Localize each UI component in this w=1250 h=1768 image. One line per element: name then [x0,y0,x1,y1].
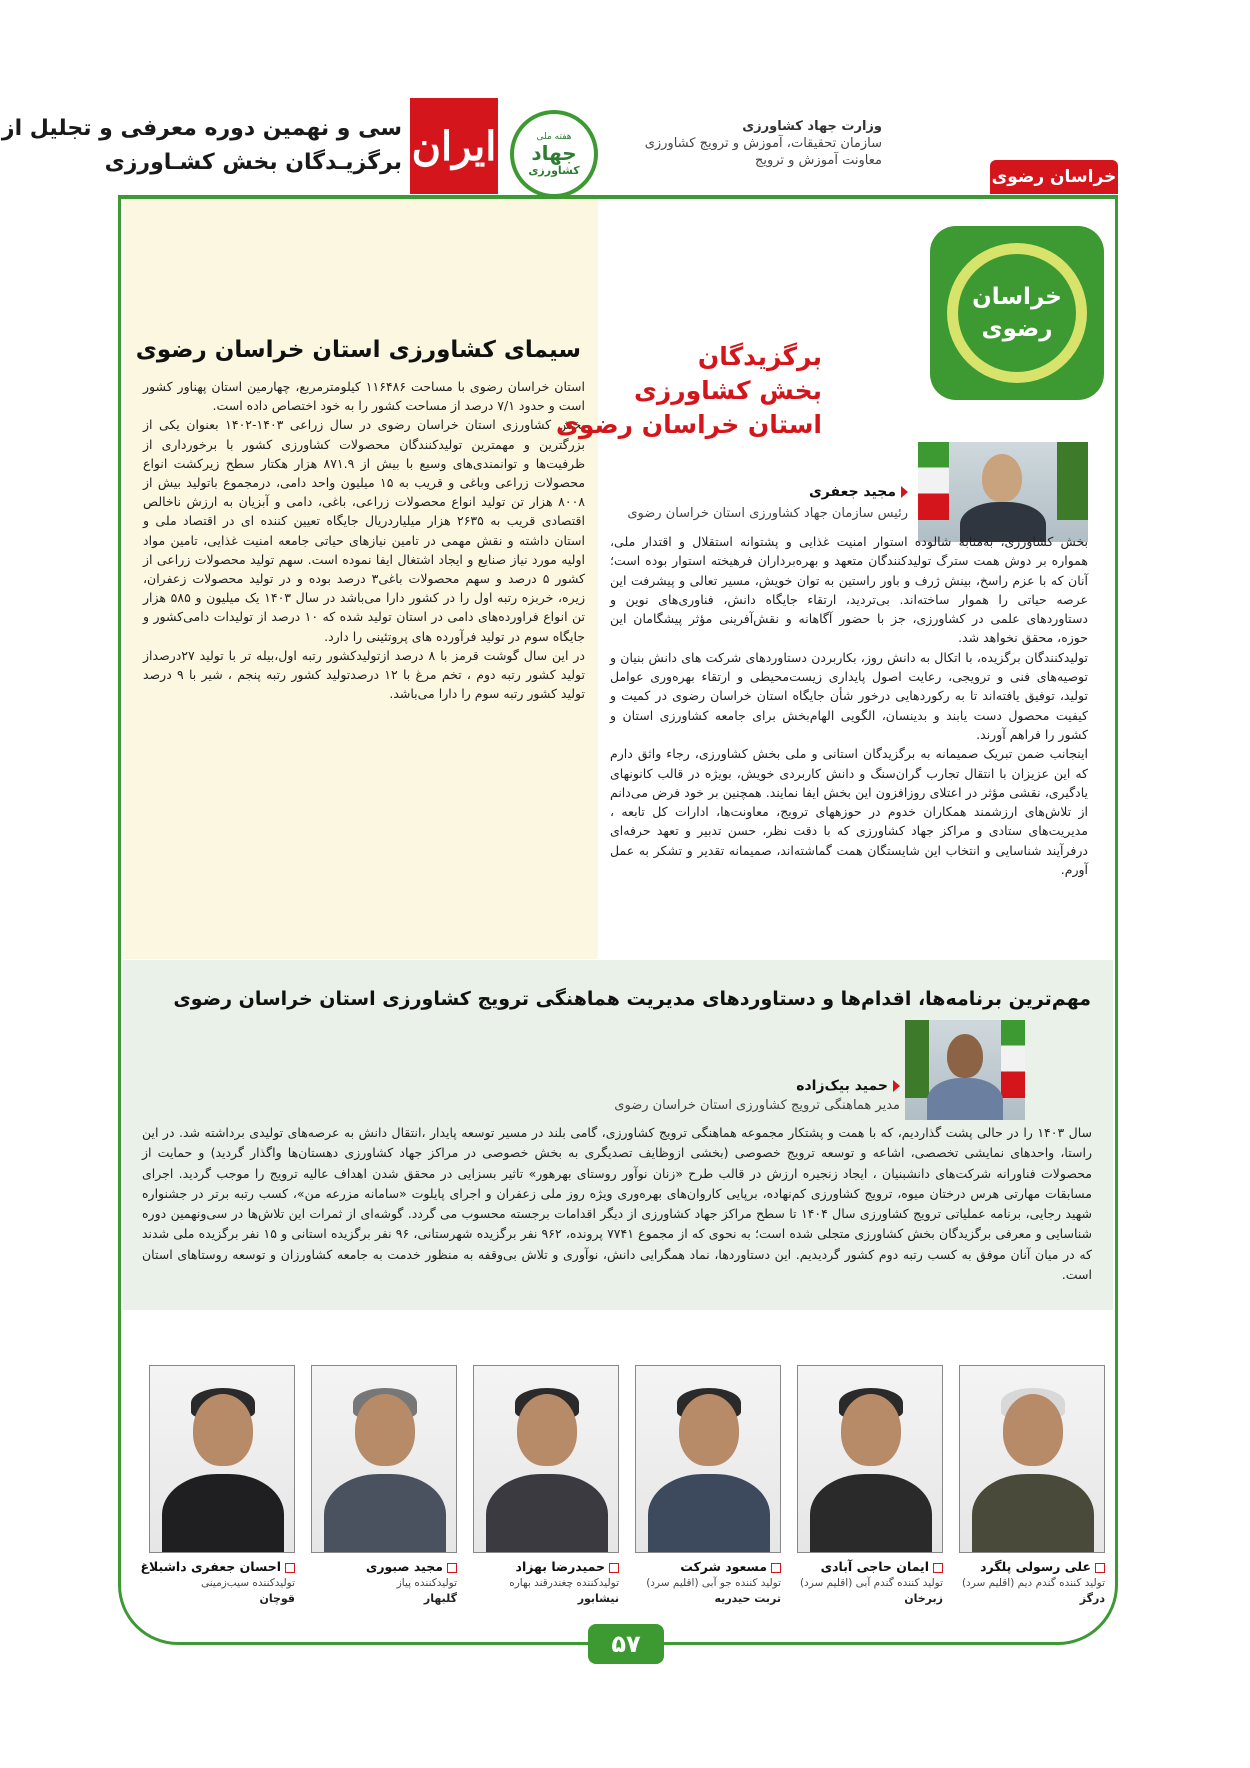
badge-line: خراسان [972,284,1062,310]
profile-paragraph: بخش کشاورزی استان خراسان رضوی در سال زراعی ۱۴۰۳-۱۴۰۲ بعنوان یکی از بزرگترین و مهمترین تولیدکنندگان محصولات کشاورزی کشور با برخورداری از ظرفیت‌ها و توانمندی‌های وسیع با بیش از ۸۷۱.۹ هزار هکتار سطح زیرکشت انواع محصولات زراعی وباغی و قریب به ۱۵ میلیون واحد دامی، درمجموع باتولید بیش از ۸۰۰۸ هزار تن تولید انواع محصولات زراعی، باغی، دامی و آبزیان به ارزش ناخالص اقتصادی قریب به ۲۶۳۵ هزار میلیارد‌ریال جایگاه تعیین کننده ای در اقتصاد ملی و استان داشته و نقش مهمی در تامین نیازهای حیاتی جامعه امنیت غذایی، تامین مواد اولیه مورد نیاز صنایع و ایجاد اشتغال ایفا نموده است. سهم تولید محصولات زراعی از کشور ۵ درصد و سهم محصولات باغی۳ درصد بوده و در تولید محصولات زعفران، زیره، خربزه رتبه اول را در کشور دارا می‌باشد در سال ۱۴۰۳ یک میلیون و ۵۸۵ هزار تن انواع فراورده‌های دامی در استان تولید شده که ۱۰ درصد از تولیدات دامی‌کشور و جایگاه سوم در تولید فرآورده های پروتئینی را دارد. [143,417,586,644]
message-paragraph: بخش کشاورزی، به‌مثابه شالوده استوار امنیت غذایی و پشتوانه استقلال و اقتدار ملی، همواره بر دوش همت سترگ تولیدکنندگان متعهد و بهره‌برداران فرهیخته استوار بوده است؛ آنان که با عزم راسخ، بینش ژرف و باور راستین به توان خویش، مسیر تعالی و پیشرفت این عرصه حیاتی را هموار ساخته‌اند. بی‌تردید، ارتقاء جایگاه دانش، فناوری‌های نوین و دستاوردهای علمی در کشاورزی، جز با حضور آگاهانه و نقش‌آفرینی مؤثر پیشگامان این حوزه، محقق نخواهد شد. [610,534,1088,646]
jehad-logo-bot: کشاورزی [528,163,580,177]
body [972,1474,1094,1553]
official-photo-beikzadeh [905,1020,1025,1120]
farmer-name-text: احسان جعفری داشبلاغ [140,1559,281,1574]
farmer-photo [797,1365,943,1553]
header-title-line: سی و نهمین دوره معرفی و تجلیل از [1,116,402,141]
official-role: رئیس سازمان جهاد کشاورزی استان خراسان رضوی [627,506,908,521]
farmer-role: تولیدکننده چغندرقند بهاره [509,1577,619,1589]
ministry-line: معاونت آموزش و ترویج [754,153,882,168]
badge-inner [958,254,1076,372]
farmer-city: نیشابور [577,1592,619,1605]
checkbox-icon [1095,1563,1105,1573]
farmer-photo [311,1365,457,1553]
body [810,1474,932,1553]
winners-title-line: بخش کشاورزی [633,376,822,405]
farmer-name [797,1559,943,1574]
checkbox-icon [285,1563,295,1573]
person-body [927,1078,1003,1120]
winners-title-line: برگزیدگان [697,342,822,371]
extension-paragraph: سال ۱۴۰۳ را در حالی پشت گذاردیم، که با همت و پشتکار مجموعه هماهنگی ترویج کشاورزی، گامی بلند در مسیر توسعه پایدار ،انتقال دانش به عرصه‌های تولیدی برداشته شد. در این راستا، واحدهای نمایشی تخصصی، اشاعه و توسعه ترویج خصوصی (بخشی ازوظایف تصدیگری به بخش خصوصی در مراکز جهاد کشاورزی دهستان‌ها واگذار گردید) و حمایت از محصولات فناورانه شرکت‌های دانشبنیان ، ایجاد زنجیره ارزش در قالب طرح «زنان نوآور روستای بهرهور» تاثیر بسزایی در محقق شدن اهداف عالیه ترویج را موجب گردید. اجرای مسابقات مهارتی هرس درختان میوه، ترویج کشاورزی کم‌نهاده، برپایی کاروان‌های بهره‌وری ویژه روز ملی زعفران و اجرای پایلوت «سامانه مزرعه من»، کسب رتبه برتر در جشنواره شهید رجایی، برنامه عملیاتی ترویج کشاورزی سال ۱۴۰۴ تا سطح مراکز جهاد کشاورزی از دیگر اقدامات برجسته محسوب می گردد. گوشه‌ای از ثمرات این تلاش‌ها در سی‌ونهمین دوره شناسایی و معرفی برگزیدگان بخش کشاورزی متجلی شده است؛ به نحوی که از مجموع ۷۷۴۱ پرونده، ۹۶۲ نفر برگزیده شهرستانی، ۹۶ نفر برگزیده استانی و ۱۵ نفر برگزیده ملی شدند که در میان آنان موفق به کسب رتبه دوم کشور گردیدیم. این دستاوردها، نماد همگرایی دانش، نوآوری و تلاش بی‌وقفه به منظور خدمت به جامعه کشاورزان و توسعه روستاهای استان است. [142,1125,1093,1283]
farmer-name [473,1559,619,1574]
coordinator-name [600,1078,900,1094]
message-paragraph: تولیدکنندگان برگزیده، با اتکال به دانش روز، بکاربردن دستاوردهای شرکت های دانش بنیان و توصیه‌های فنی و ترویجی، رعایت اصول پایداری زیست‌محیطی و ارتقاء بهره‌وری عوامل تولید، توفیق یافته‌اند تا به رکوردهایی درخور شأن جایگاه استان خراسان رضوی در کمیت و کیفیت محصول دست یابند و بدینسان، الگویی الهام‌بخش برای جامعه کشاورزی استان و کشور را فراهم آورند. [610,649,1088,742]
jehad-logo [510,110,598,198]
checkbox-icon [933,1563,943,1573]
farmer-name-text: علی رسولی پلگرد [980,1559,1091,1574]
farmer-name [635,1559,781,1574]
farmer-city: درگز [1079,1592,1105,1605]
body [648,1474,770,1553]
farmer-name-text: مجید صبوری [365,1559,443,1574]
farmer-name-text: حمیدرضا بهزاد [515,1559,605,1574]
farmers-gallery [140,1365,1105,1625]
header-title-line: برگزیـدگان بخش کشـاورزی [104,150,402,175]
head [193,1394,253,1466]
farmer-role: تولید کننده گندم دیم (اقلیم سرد) [961,1577,1105,1589]
extension-body [142,1123,1092,1285]
head [517,1394,577,1466]
farmer-photo [473,1365,619,1553]
person-head [947,1034,983,1078]
farmer-card [959,1365,1105,1605]
official-photo-jafari [918,442,1088,542]
winners-title [555,340,822,442]
coordinator-name-text: حمید بیک‌زاده [796,1078,888,1094]
message-paragraph: اینجانب ضمن تبریک صمیمانه به برگزیدگان استانی و ملی بخش کشاورزی، رجاء واثق دارم که این عزیزان با انتقال تجارب گران‌سنگ و دانش کاربردی خویش، بویژه در قالب کانونهای یادگیری، نقشی مؤثر در اعتلای روزافزون این بخش ایفا نمایند. همچنین بر خود فرض می‌دانم از تلاش‌های ارزشمند همکاران خدوم در حوزههای ترویج، معاونت‌ها، ادارات کل تابعه ، مدیریت‌های ستادی و مراکز جهاد کشاورزی که با دقت نظر، حسن تدبیر و تعهد حرفه‌ای درفرآیند شناسایی و انتخاب این شایستگان همت گماشته‌اند، صمیمانه تقدیر و تشکر به عمل آورم. [610,746,1088,878]
ministry-line: وزارت جهاد کشاورزی [742,119,882,134]
province-tab: خراسان رضوی [990,160,1118,194]
iran-flag [1001,1020,1025,1098]
profile-paragraph: استان خراسان رضوی با مساحت ۱۱۶۴۸۶ کیلومترمربع، چهارمین استان پهناور کشور است و حدود ۷/۱ درصد از مساحت کشور را به خود اختصاص داده است. [143,379,585,414]
message-body [610,532,1088,879]
farmer-role: تولیدکننده پیاز [396,1577,457,1589]
farmer-photo [635,1365,781,1553]
farmer-card [797,1365,943,1605]
checkbox-icon [609,1563,619,1573]
farmer-city: تربت حیدریه [714,1592,781,1605]
ministry-line: سازمان تحقیقات، آموزش و ترویج کشاورزی [644,136,882,151]
body [162,1474,284,1553]
extension-title: مهم‌ترین برنامه‌ها، اقدام‌ها و دستاوردهای مدیریت هماهنگی ترویج کشاورزی استان خراسان رضوی [173,988,1091,1010]
head [355,1394,415,1466]
province-badge [930,226,1104,400]
checkbox-icon [447,1563,457,1573]
coordinator-role: مدیر هماهنگی ترویج کشاورزی استان خراسان رضوی [614,1098,900,1113]
body [486,1474,608,1553]
farmer-photo [149,1365,295,1553]
ministry-flag [905,1020,929,1098]
farmer-card [140,1365,295,1605]
ministry-header [612,118,882,169]
farmer-name [140,1559,295,1574]
agriculture-profile-box [123,199,598,959]
farmer-name-text: مسعود شرکت [680,1559,767,1574]
official-name [700,484,908,500]
farmer-photo [959,1365,1105,1553]
profile-title: سیمای کشاورزی استان خراسان رضوی [135,337,581,363]
farmer-role: تولیدکننده سیب‌زمینی [201,1577,295,1589]
person-head [982,454,1022,502]
checkbox-icon [771,1563,781,1573]
farmer-card [635,1365,781,1605]
head [679,1394,739,1466]
farmer-role: تولید کننده جو آبی (اقلیم سرد) [646,1577,781,1589]
farmer-city: گلبهار [423,1592,457,1605]
jehad-logo-top: هفته ملی [536,131,572,142]
ministry-flag [1057,442,1088,520]
farmer-card [473,1365,619,1605]
official-name-text: مجید جعفری [808,484,896,500]
farmer-name [959,1559,1105,1574]
red-marker-icon [901,486,908,498]
farmer-city: زبرخان [904,1592,943,1605]
body [324,1474,446,1553]
farmer-name [311,1559,457,1574]
profile-body [143,377,585,703]
jehad-logo-mid: جهاد [531,140,577,165]
profile-paragraph: در این سال گوشت قرمز با ۸ درصد ازتولیدکشور رتبه اول،بیله تر با تولید ۲۷درصداز تولید کشور رتبه دوم ، تخم مرغ با ۱۲ درصدتولید کشور رتبه پنجم ، شیر با ۹ درصد تولید کشور رتبه سوم را دارا می‌باشد. [143,647,585,702]
red-marker-icon [893,1080,900,1092]
farmer-city: قوچان [259,1592,295,1605]
header-title [1,112,402,180]
farmer-role: تولید کننده گندم آبی (اقلیم سرد) [799,1577,943,1589]
farmer-name-text: ایمان حاجی آبادی [820,1559,929,1574]
badge-line: رضوی [981,316,1053,342]
farmer-card [311,1365,457,1605]
page-number: ۵۷ [588,1624,664,1664]
winners-title-line: استان خراسان رضوی [555,410,822,439]
head [1003,1394,1063,1466]
head [841,1394,901,1466]
iran-flag [918,442,949,520]
iran-newspaper-logo: ایران [410,98,498,194]
